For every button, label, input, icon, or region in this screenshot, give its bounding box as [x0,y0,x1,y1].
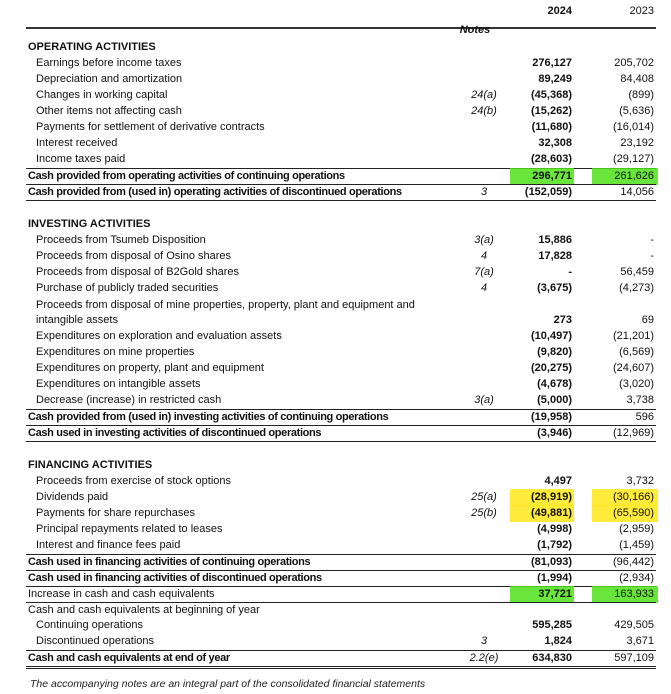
line-item-row [26,56,656,72]
value-2024: (81,093) [531,556,572,568]
value-2023: 429,505 [614,619,654,631]
row-label: Cash used in financing activities of discontinued operations [28,572,322,584]
row-label: Expenditures on exploration and evaluation assets [36,330,282,342]
row-label: Continuing operations [36,619,144,631]
value-2024: 595,285 [532,619,572,631]
section-investing [26,217,656,442]
value-2023: - [650,234,654,246]
row-label: Cash and cash equivalents at beginning of year [28,604,260,616]
value-2023: 3,738 [626,394,654,406]
value-2024: (49,881) [531,507,572,519]
value-2024: (15,262) [531,105,572,117]
value-2024: (152,059) [524,186,572,198]
value-2024: 296,771 [532,170,572,182]
line-item-row [26,538,656,554]
value-2024: (10,497) [531,330,572,342]
subtotal-row [26,184,656,201]
row-note: 3 [480,635,488,647]
line-item-row [26,602,656,618]
value-2023: 14,056 [620,186,654,198]
row-label: Proceeds from disposal of Osino shares [36,250,232,262]
line-item-row [26,490,656,506]
line-item-row [26,474,656,490]
row-label: Cash used in investing activities of discontinued operations [28,427,322,439]
line-item-row [26,377,656,393]
row-label: Expenditures on intangible assets [36,378,201,390]
line-item-row [26,152,656,168]
section-title-text: OPERATING ACTIVITIES [28,41,156,53]
row-label: Principal repayments related to leases [36,523,223,535]
row-note: 3(a) [474,394,494,406]
value-2023: 261,626 [614,170,654,182]
footnote: The accompanying notes are an integral part of the consolidated financial statements [30,678,426,690]
value-2023: 84,408 [620,73,654,85]
row-note: 4 [480,250,488,262]
value-2024: 37,721 [538,588,572,600]
line-item-row [26,88,656,104]
subtotal-row [26,168,656,184]
value-2023: 69 [641,314,654,326]
value-2023: (30,166) [613,491,654,503]
value-2024: (45,368) [531,89,572,101]
value-2024: (4,678) [537,378,572,390]
value-2023: (29,127) [613,153,654,165]
value-2023: 597,109 [614,652,654,664]
line-item-row [26,249,656,265]
row-label: Discontinued operations [36,635,155,647]
value-2023: (6,569) [619,346,654,358]
value-2024: (28,919) [531,491,572,503]
value-2023: (16,014) [613,121,654,133]
line-item-row [26,297,656,329]
value-2024: 276,127 [532,57,572,69]
line-item-row [26,233,656,249]
row-label: Interest received [36,137,118,149]
row-note: 4 [480,282,488,294]
value-2024: (28,603) [531,153,572,165]
notes-header: Notes [459,24,491,36]
line-item-row [26,329,656,345]
value-2023: 3,732 [626,475,654,487]
row-label: Purchase of publicly traded securities [36,282,219,294]
line-item-row [26,393,656,409]
value-2023: 3,671 [626,635,654,647]
line-item-row [26,136,656,152]
section-operating [26,40,656,201]
column-header [26,0,656,40]
value-2023: (2,934) [619,572,654,584]
row-note: 3 [480,186,488,198]
subtotal-row [26,650,656,669]
value-2023: (12,969) [613,427,654,439]
value-2024: 273 [553,314,572,326]
value-2023: (21,201) [613,330,654,342]
value-2023: 163,933 [614,588,654,600]
value-2023: (2,959) [619,523,654,535]
line-item-row [26,506,656,522]
row-label: Depreciation and amortization [36,73,183,85]
value-2024: 89,249 [538,73,572,85]
value-2024: (1,994) [537,572,572,584]
subtotal-row [26,425,656,442]
line-item-row [26,586,656,602]
value-2023: (4,273) [619,282,654,294]
value-2023: - [650,250,654,262]
subtotal-row [26,409,656,425]
section-spacer [26,201,656,217]
value-2023: (5,636) [619,105,654,117]
subtotal-row [26,570,656,586]
row-label: Decrease (increase) in restricted cash [36,394,222,406]
row-label: Increase in cash and cash equivalents [28,588,215,600]
value-2024: (4,998) [537,523,572,535]
value-2024: 634,830 [532,652,572,664]
value-2023: 23,192 [620,137,654,149]
section-title-text: FINANCING ACTIVITIES [28,459,153,471]
row-label: Cash and cash equivalents at end of year [28,652,230,664]
line-item-row [26,361,656,377]
value-2024: - [568,266,572,278]
row-note: 3(a) [474,234,494,246]
line-item-row [26,120,656,136]
row-label: Other items not affecting cash [36,105,182,117]
value-2023: (899) [628,89,654,101]
value-2023: 205,702 [614,57,654,69]
value-2024: (20,275) [531,362,572,374]
value-2024: 1,824 [544,635,572,647]
value-2024: (3,946) [537,427,572,439]
value-2023: (1,459) [619,539,654,551]
line-item-row [26,345,656,361]
section-title [26,40,656,56]
row-label: Changes in working capital [36,89,168,101]
cash-flow-statement [26,0,656,669]
value-2023: (3,020) [619,378,654,390]
value-2024: (5,000) [537,394,572,406]
value-2024: 17,828 [538,250,572,262]
row-note: 7(a) [474,266,494,278]
value-2024: (9,820) [537,346,572,358]
value-2024: 32,308 [538,137,572,149]
row-note: 2.2(e) [469,652,499,664]
line-item-row [26,618,656,634]
row-label: Earnings before income taxes [36,57,182,69]
value-2024: (19,958) [531,411,572,423]
value-2024: 15,886 [538,234,572,246]
value-2024: (3,675) [537,282,572,294]
line-item-row [26,522,656,538]
row-note: 25(b) [471,507,497,519]
subtotal-row [26,554,656,570]
line-item-row [26,72,656,88]
row-note: 24(b) [471,105,497,117]
year-2023-header: 2023 [629,5,654,17]
line-item-row [26,281,656,297]
row-note: 25(a) [471,491,497,503]
value-2023: 596 [635,411,654,423]
section-financing [26,458,656,669]
row-label: Cash provided from operating activities of continuing operations [28,170,345,182]
row-label: Cash provided from (used in) investing activities of continuing operations [28,411,389,423]
row-label: Proceeds from disposal of mine properties, property, plant and equipment and intangible assets [36,299,415,326]
row-label: Expenditures on mine properties [36,346,195,358]
section-title [26,458,656,474]
value-2023: (65,590) [613,507,654,519]
line-item-row [26,265,656,281]
row-label: Proceeds from exercise of stock options [36,475,232,487]
line-item-row [26,634,656,650]
row-note: 24(a) [471,89,497,101]
value-2024: (1,792) [537,539,572,551]
row-label: Expenditures on property, plant and equipment [36,362,264,374]
row-label: Interest and finance fees paid [36,539,181,551]
header-rule [26,27,656,29]
section-title [26,217,656,233]
row-label: Cash used in financing activities of continuing operations [28,556,311,568]
row-label: Dividends paid [36,491,109,503]
row-label: Income taxes paid [36,153,126,165]
value-2024: (11,680) [531,121,572,133]
value-2023: 56,459 [620,266,654,278]
value-2024: 4,497 [544,475,572,487]
row-label: Proceeds from Tsumeb Disposition [36,234,206,246]
line-item-row [26,104,656,120]
row-label: Proceeds from disposal of B2Gold shares [36,266,239,278]
section-title-text: INVESTING ACTIVITIES [28,218,151,230]
row-label: Cash provided from (used in) operating activities of discontinued operations [28,186,402,198]
row-label: Payments for settlement of derivative contracts [36,121,265,133]
year-2024-header: 2024 [547,5,572,17]
row-label: Payments for share repurchases [36,507,195,519]
section-spacer [26,442,656,458]
value-2023: (96,442) [613,556,654,568]
value-2023: (24,607) [613,362,654,374]
